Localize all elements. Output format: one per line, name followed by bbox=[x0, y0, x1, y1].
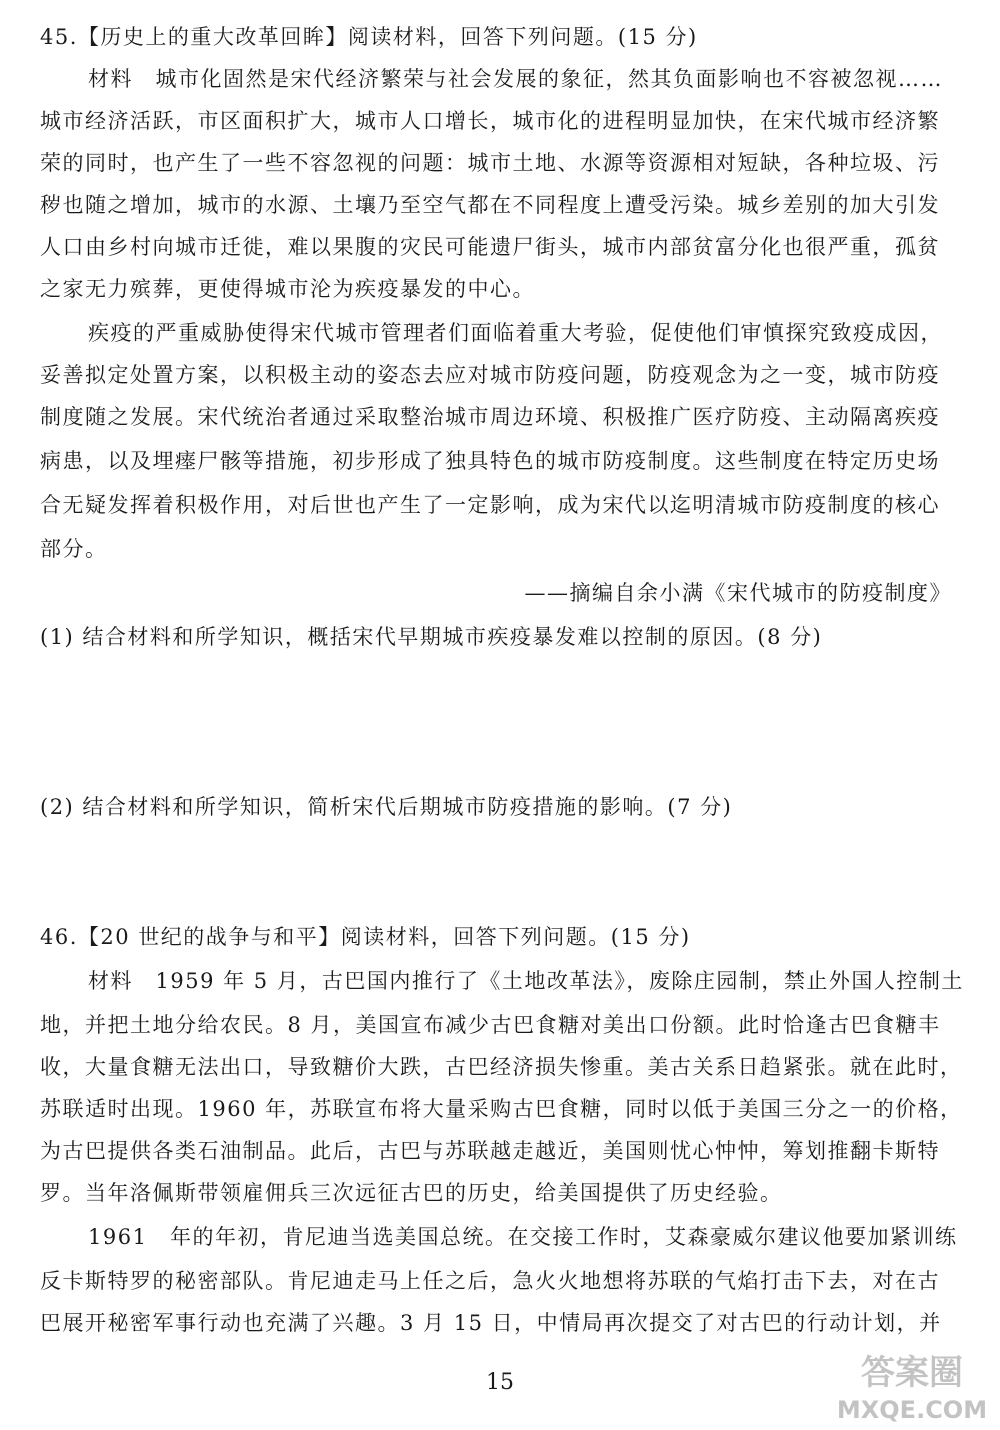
watermark-logo bbox=[762, 1346, 992, 1426]
q46-material-line: 为古巴提供各类石油制品。此后，古巴与苏联越走越近，美国则忧心忡忡，筹划推翻卡斯特 bbox=[40, 1139, 940, 1163]
q46-material-line: 苏联适时出现。1960 年，苏联宣布将大量采购古巴食糖，同时以低于美国三分之一的价格， bbox=[40, 1097, 963, 1121]
q45-subquestion-2: (2) 结合材料和所学知识，简析宋代后期城市防疫措施的影响。(7 分) bbox=[40, 795, 733, 819]
q46-heading: 46.【20 世纪的战争与和平】阅读材料，回答下列问题。(15 分) bbox=[40, 925, 691, 949]
q45-material-line: 城市经济活跃，市区面积扩大，城市人口增长，城市化的进程明显加快，在宋代城市经济繁 bbox=[40, 109, 940, 133]
q45-material-line: 材料 城市化固然是宋代经济繁荣与社会发展的象征，然其负面影响也不容被忽视…… bbox=[88, 67, 943, 91]
q45-material-line: 之家无力殡葬，更使得城市沦为疾疫暴发的中心。 bbox=[40, 277, 535, 301]
q46-material-line: 反卡斯特罗的秘密部队。肯尼迪走马上任之后，急火火地想将苏联的气焰打击下去，对在古 bbox=[40, 1269, 940, 1293]
q45-material-line: 人口由乡村向城市迁徙，难以果腹的灾民可能遗尸街头，城市内部贫富分化也很严重，孤贫 bbox=[40, 235, 940, 259]
q46-material-line: 收，大量食糖无法出口，导致糖价大跌，古巴经济损失惨重。美古关系日趋紧张。就在此时， bbox=[40, 1055, 963, 1079]
q46-material-line: 罗。当年洛佩斯带领雇佣兵三次远征古巴的历史，给美国提供了历史经验。 bbox=[40, 1181, 783, 1205]
q45-material-line: 部分。 bbox=[40, 537, 108, 561]
q45-material-line: 病患，以及埋瘗尸骸等措施，初步形成了独具特色的城市防疫制度。这些制度在特定历史场 bbox=[40, 449, 940, 473]
q45-material-line: 疾疫的严重威胁使得宋代城市管理者们面临着重大考验，促使他们审慎探究致疫成因， bbox=[88, 321, 943, 345]
q45-material-line: 荣的同时，也产生了一些不容忽视的问题：城市土地、水源等资源相对短缺，各种垃圾、污 bbox=[40, 151, 940, 175]
q45-material-line: 秽也随之增加，城市的水源、土壤乃至空气都在不同程度上遭受污染。城乡差别的加大引发 bbox=[40, 193, 940, 217]
q46-material-line: 巴展开秘密军事行动也充满了兴趣。3 月 15 日，中情局再次提交了对古巴的行动计划，并 bbox=[40, 1311, 942, 1335]
q45-heading: 45.【历史上的重大改革回眸】阅读材料，回答下列问题。(15 分) bbox=[40, 25, 698, 49]
q45-material-line: 制度随之发展。宋代统治者通过采取整治城市周边环境、积极推广医疗防疫、主动隔离疾疫 bbox=[40, 405, 940, 429]
q46-material-line: 1961 年的年初，肯尼迪当选美国总统。在交接工作时，艾森豪威尔建议他要加紧训练 bbox=[88, 1225, 958, 1249]
q46-material-line: 材料 1959 年 5 月，古巴国内推行了《土地改革法》，废除庄园制，禁止外国人控制土 bbox=[88, 969, 964, 993]
q46-material-line: 地，并把土地分给农民。8 月，美国宣布减少古巴食糖对美出口份额。此时恰逢古巴食糖丰 bbox=[40, 1013, 941, 1037]
q45-material-line: 妥善拟定处置方案，以积极主动的姿态去应对城市防疫问题，防疫观念为之一变，城市防疫 bbox=[40, 363, 940, 387]
page-number: 15 bbox=[486, 1370, 514, 1395]
watermark-url: MXQE.COM bbox=[836, 1396, 988, 1424]
watermark-title: 答案圈 bbox=[861, 1353, 963, 1393]
q45-source-citation: ——摘编自余小满《宋代城市的防疫制度》 bbox=[524, 581, 952, 605]
q45-material-line: 合无疑发挥着积极作用，对后世也产生了一定影响，成为宋代以迄明清城市防疫制度的核心 bbox=[40, 493, 940, 517]
q45-subquestion-1: (1) 结合材料和所学知识，概括宋代早期城市疾疫暴发难以控制的原因。(8 分) bbox=[40, 625, 823, 649]
